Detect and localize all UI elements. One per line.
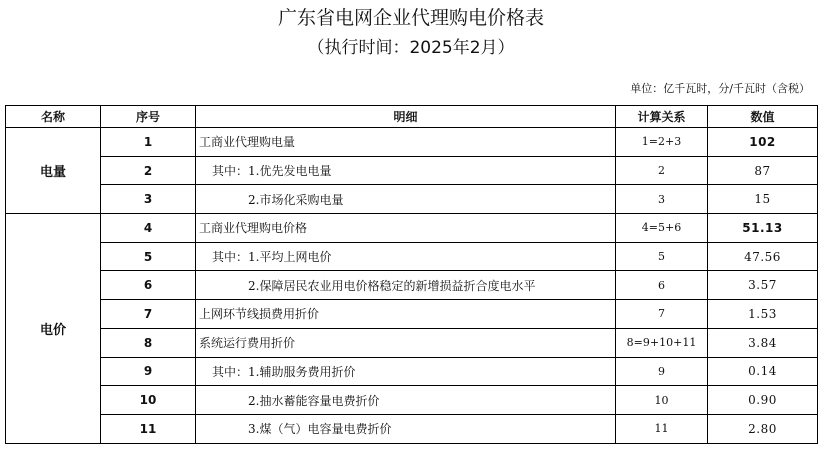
row-calc: 11 — [616, 414, 708, 443]
row-value: 15 — [708, 185, 818, 214]
row-seq: 8 — [101, 328, 196, 357]
row-calc: 4=5+6 — [616, 214, 708, 243]
row-detail: 其中：1.辅助服务费用折价 — [196, 357, 616, 386]
row-calc: 8=9+10+11 — [616, 328, 708, 357]
row-seq: 6 — [101, 271, 196, 300]
row-detail: 3.煤（气）电容量电费折价 — [196, 414, 616, 443]
table-row — [6, 271, 818, 300]
page-title: 广东省电网企业代理购电价格表 — [277, 7, 544, 29]
row-value: 0.14 — [708, 357, 818, 386]
row-value: 3.84 — [708, 328, 818, 357]
row-detail: 2.保障居民农业用电价格稳定的新增损益折合度电水平 — [196, 271, 616, 300]
table-row — [6, 414, 818, 443]
table-row — [6, 156, 818, 185]
row-value: 87 — [708, 156, 818, 185]
row-seq: 4 — [101, 214, 196, 243]
table-row — [6, 185, 818, 214]
row-value: 102 — [708, 128, 818, 157]
page-subtitle: （执行时间：2025年2月） — [307, 38, 515, 58]
row-seq: 7 — [101, 300, 196, 329]
row-seq: 10 — [101, 386, 196, 415]
row-detail: 工商业代理购电价格 — [196, 214, 616, 243]
row-detail: 2.抽水蓄能容量电费折价 — [196, 386, 616, 415]
row-detail: 工商业代理购电量 — [196, 128, 616, 157]
row-value: 0.90 — [708, 386, 818, 415]
table-row — [6, 242, 818, 271]
row-detail: 系统运行费用折价 — [196, 328, 616, 357]
row-calc: 1=2+3 — [616, 128, 708, 157]
row-value: 2.80 — [708, 414, 818, 443]
row-seq: 11 — [101, 414, 196, 443]
table-row — [6, 357, 818, 386]
header-value: 数值 — [708, 106, 818, 128]
row-value: 47.56 — [708, 242, 818, 271]
row-calc: 10 — [616, 386, 708, 415]
row-detail: 上网环节线损费用折价 — [196, 300, 616, 329]
row-detail: 2.市场化采购电量 — [196, 185, 616, 214]
row-value: 3.57 — [708, 271, 818, 300]
unit-note: 单位：亿千瓦时，分/千瓦时（含税） — [630, 82, 810, 95]
row-detail: 其中：1.平均上网电价 — [196, 242, 616, 271]
table-row — [6, 300, 818, 329]
table-row — [6, 214, 818, 243]
row-detail: 其中：1.优先发电电量 — [196, 156, 616, 185]
row-seq: 2 — [101, 156, 196, 185]
table-row — [6, 386, 818, 415]
group-quantity: 电量 — [6, 128, 101, 214]
row-calc: 7 — [616, 300, 708, 329]
header-calc: 计算关系 — [616, 106, 708, 128]
row-seq: 5 — [101, 242, 196, 271]
table-row — [6, 128, 818, 157]
row-seq: 1 — [101, 128, 196, 157]
row-seq: 9 — [101, 357, 196, 386]
header-detail: 明细 — [196, 106, 616, 128]
row-value: 1.53 — [708, 300, 818, 329]
header-name: 名称 — [6, 106, 101, 128]
row-calc: 9 — [616, 357, 708, 386]
row-seq: 3 — [101, 185, 196, 214]
row-calc: 2 — [616, 156, 708, 185]
row-calc: 6 — [616, 271, 708, 300]
row-value: 51.13 — [708, 214, 818, 243]
table-row — [6, 328, 818, 357]
group-price: 电价 — [6, 214, 101, 444]
table-header-row — [6, 106, 818, 128]
row-calc: 3 — [616, 185, 708, 214]
price-table — [5, 105, 818, 444]
row-calc: 5 — [616, 242, 708, 271]
header-seq: 序号 — [101, 106, 196, 128]
